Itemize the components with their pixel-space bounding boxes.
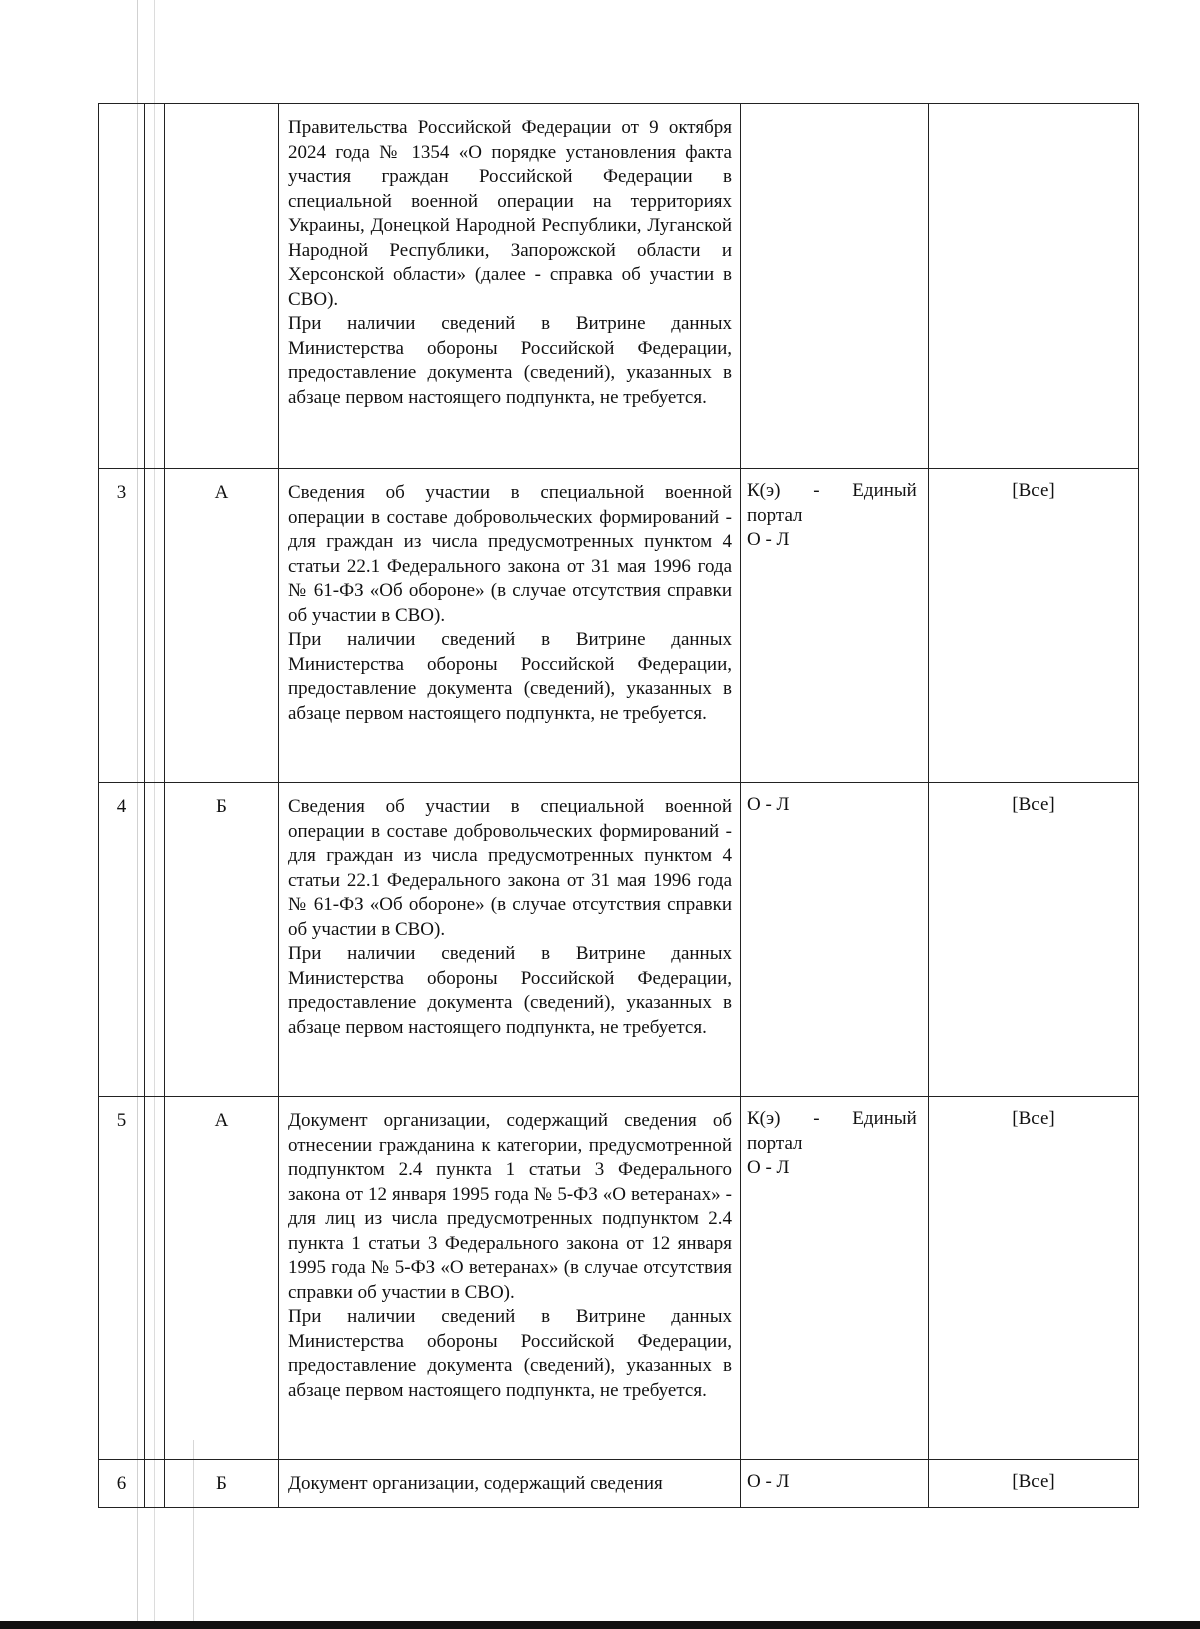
document-description <box>279 1097 741 1460</box>
submission-method <box>741 1460 929 1508</box>
applicable-to <box>929 104 1139 469</box>
row-number: 4 <box>99 783 145 1097</box>
document-description <box>279 783 741 1097</box>
narrow-column-cell <box>145 1097 165 1460</box>
narrow-column-cell <box>145 783 165 1097</box>
description-paragraph: Сведения об участии в специальной военной операции в составе добровольческих формирований - для граждан из числа предусмотренных пунктом 4 статьи 22.1 Федерального закона от 31 мая 1996 года № 61-ФЗ «Об обороне» (в случае отсутствия справки об участии в СВО). <box>288 482 732 626</box>
description-paragraph: Сведения об участии в специальной военной операции в составе добровольческих формирований - для граждан из числа предусмотренных пунктом 4 статьи 22.1 Федерального закона от 31 мая 1996 года № 61-ФЗ «Об обороне» (в случае отсутствия справки об участии в СВО). <box>288 796 732 940</box>
table-row <box>99 1097 1139 1460</box>
submission-method-line: О - Л <box>747 794 790 815</box>
submission-method <box>741 469 929 783</box>
submission-method-line: О - Л <box>747 1471 790 1492</box>
document-description <box>279 469 741 783</box>
submission-method-line: портал <box>747 1132 803 1154</box>
document-description <box>279 1460 741 1508</box>
description-paragraph: При наличии сведений в Витрине данных Министерства обороны Российской Федерации, предоставление документа (сведений), указанных в абзаце первом настоящего подпункта, не требуется. <box>288 943 732 1038</box>
description-paragraph: При наличии сведений в Витрине данных Министерства обороны Российской Федерации, предоставление документа (сведений), указанных в абзаце первом настоящего подпункта, не требуется. <box>288 1306 732 1401</box>
row-number: 5 <box>99 1097 145 1460</box>
row-variant: А <box>165 1097 279 1460</box>
submission-method <box>741 783 929 1097</box>
description-paragraph: При наличии сведений в Витрине данных Министерства обороны Российской Федерации, предоставление документа (сведений), указанных в абзаце первом настоящего подпункта, не требуется. <box>288 629 732 724</box>
table-row <box>99 783 1139 1097</box>
applicable-to: [Все] <box>929 469 1139 783</box>
applicable-to: [Все] <box>929 1097 1139 1460</box>
row-number: 3 <box>99 469 145 783</box>
submission-method-line: О - Л <box>747 1157 790 1178</box>
scan-bottom-edge <box>0 1621 1200 1629</box>
table-row <box>99 1460 1139 1508</box>
submission-method-line: К(э) - Единый <box>747 1108 917 1129</box>
description-paragraph: Правительства Российской Федерации от 9 октября 2024 года № 1354 «О порядке установления факта участия граждан Российской Федерации в специальной военной операции на территориях Украины, Донецкой Народной Республики, Луганской Народной Республики, Запорожской области и Херсонской области» (далее - справка об участии в СВО). <box>288 117 732 310</box>
submission-method-line: О - Л <box>747 529 790 550</box>
description-paragraph: При наличии сведений в Витрине данных Министерства обороны Российской Федерации, предоставление документа (сведений), указанных в абзаце первом настоящего подпункта, не требуется. <box>288 313 732 408</box>
submission-method-line: портал <box>747 504 803 526</box>
row-variant: Б <box>165 1460 279 1508</box>
description-paragraph: Документ организации, содержащий сведения <box>288 1473 663 1494</box>
row-variant: Б <box>165 783 279 1097</box>
document-description <box>279 104 741 469</box>
narrow-column-cell <box>145 104 165 469</box>
submission-method <box>741 1097 929 1460</box>
table-row <box>99 469 1139 783</box>
table-row <box>99 104 1139 469</box>
row-number <box>99 104 145 469</box>
submission-method-line: К(э) - Единый <box>747 480 917 501</box>
narrow-column-cell <box>145 1460 165 1508</box>
submission-method <box>741 104 929 469</box>
description-paragraph: Документ организации, содержащий сведения об отнесении гражданина к категории, предусмотренной подпунктом 2.4 пункта 1 статьи 3 Федерального закона от 12 января 1995 года № 5-ФЗ «О ветеранах» - для лиц из числа предусмотренных подпунктом 2.4 пункта 1 статьи 3 Федерального закона от 12 января 1995 года № 5-ФЗ «О ветеранах» (в случае отсутствия справки об участии в СВО). <box>288 1110 732 1303</box>
requirements-table <box>98 103 1139 1508</box>
row-number: 6 <box>99 1460 145 1508</box>
narrow-column-cell <box>145 469 165 783</box>
applicable-to: [Все] <box>929 783 1139 1097</box>
row-variant <box>165 104 279 469</box>
applicable-to: [Все] <box>929 1460 1139 1508</box>
row-variant: А <box>165 469 279 783</box>
